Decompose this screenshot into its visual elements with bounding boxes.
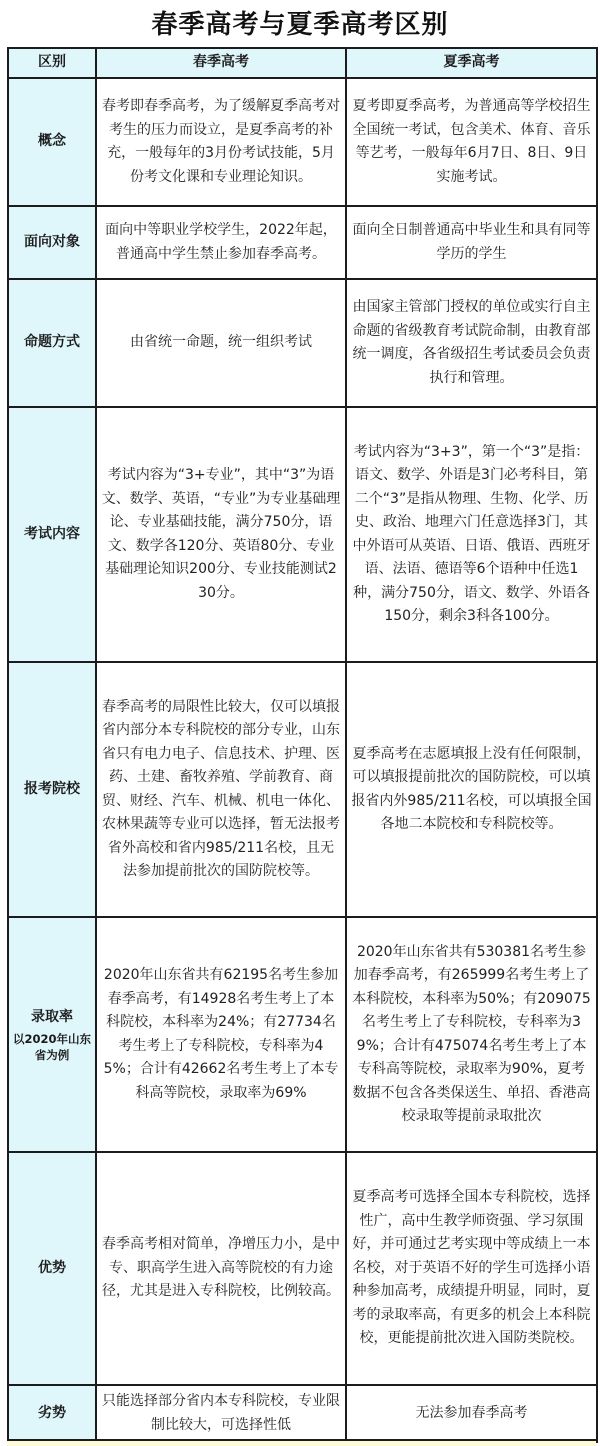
summer-cell: 夏季高考可选择全国本专科院校，选择性广，高中生教学师资强、学习氛围好，并可通过艺考实现中等成绩上一本名校，对于英语不好的学生可选择小语种参加高考，成绩提升明显，同时，夏考的录取率高，有更多的机会上本科院校，更能提前批次进入国防类院校。 xyxy=(346,1152,597,1385)
comparison-table xyxy=(7,47,598,1443)
row-label-text: 概念 xyxy=(38,133,66,150)
row-label-text: 优势 xyxy=(38,1259,66,1276)
table-row-eligible-schools xyxy=(8,662,597,917)
spring-cell: 只能选择部分省内本专科院校，专业限制比较大，可选择性低 xyxy=(96,1385,346,1442)
summer-cell: 面向全日制普通高中毕业生和具有同等学历的学生 xyxy=(346,206,597,279)
header-category: 区别 xyxy=(8,48,96,78)
row-sublabel: 以2020年山东省为例 xyxy=(13,1032,92,1063)
header-spring: 春季高考 xyxy=(96,48,346,78)
row-label xyxy=(8,407,96,662)
row-label-text: 命题方式 xyxy=(24,334,80,351)
row-label-text: 考试内容 xyxy=(24,525,80,542)
row-label-text: 劣势 xyxy=(38,1404,66,1421)
row-label-text: 录取率 xyxy=(31,1008,73,1025)
spring-cell: 考试内容为“3+专业”，其中“3”为语文、数学、英语，“专业”为专业基础理论、专业基础技能，满分750分，语文、数学各120分、英语80分、专业基础理论知识200分、专业技能测试230分。 xyxy=(96,407,346,662)
spring-cell: 春季高考的局限性比较大，仅可以填报省内部分本专科院校的部分专业，山东省只有电力电子、信息技术、护理、医药、土建、畜牧养殖、学前教育、商贸、财经、汽车、机械、机电一体化、农林果蔬等专业可以选择，暂无法报考省外高校和省内985/211名校，且无法参加提前批次的国防院校等。 xyxy=(96,662,346,917)
row-label xyxy=(8,662,96,917)
summer-cell: 由国家主管部门授权的单位或实行自主命题的省级教育考试院命制，由教育部统一调度，各省级招生考试委员会负责执行和管理。 xyxy=(346,279,597,407)
summer-cell: 夏季高考在志愿填报上没有任何限制，可以填报提前批次的国防院校，可以填报省内外985/211名校，可以填报全国各地二本院校和专科院校等。 xyxy=(346,662,597,917)
spring-cell: 春考即春季高考，为了缓解夏季高考对考生的压力而设立，是夏季高考的补充，一般每年的3月份考试技能，5月份考文化课和专业理论知识。 xyxy=(96,78,346,206)
row-label-text: 报考院校 xyxy=(24,780,80,797)
row-label xyxy=(8,78,96,206)
table-header-row xyxy=(8,48,597,78)
spring-cell: 面向中等职业学校学生，2022年起，普通高中学生禁止参加春季高考。 xyxy=(96,206,346,279)
spring-cell: 春季高考相对简单，净增压力小，是中专、职高学生进入高等院校的有力途径，尤其是进入专科院校，比例较高。 xyxy=(96,1152,346,1385)
table-row-admission-rate xyxy=(8,917,597,1152)
table-row-concept xyxy=(8,78,597,206)
table-row-exam-content xyxy=(8,407,597,662)
row-label-text: 面向对象 xyxy=(24,233,80,250)
summer-cell: 夏考即夏季高考，为普通高等学校招生全国统一考试，包含美术、体育、音乐等艺考，一般每年6月7日、8日、9日实施考试。 xyxy=(346,78,597,206)
spring-cell: 由省统一命题，统一组织考试 xyxy=(96,279,346,407)
spring-cell: 2020年山东省共有62195名考生参加春季高考，有14928名考生考上了本科院校，本科率为24%；有27734名考生考上了专科院校，专科率为45%；合计有42662名考生考上了本专科高等院校，录取率为69% xyxy=(96,917,346,1152)
table-row-question-setting xyxy=(8,279,597,407)
row-label xyxy=(8,279,96,407)
table-row-target-audience xyxy=(8,206,597,279)
summer-cell: 2020年山东省共有530381名考生参加春季高考，有265999名考生考上了本科院校，本科率为50%；有209075名考生考上了专科院校，专科率为39%；合计有475074名考生考上了本专科高等院校，录取率为90%，夏考数据不包含各类保送生、单招、香港高校录取等提前录取批次 xyxy=(346,917,597,1152)
row-label xyxy=(8,206,96,279)
row-label xyxy=(8,917,96,1152)
page-title: 春季高考与夏季高考区别 xyxy=(151,10,449,40)
table-row-advantages xyxy=(8,1152,597,1385)
header-summer: 夏季高考 xyxy=(346,48,597,78)
footer-strip xyxy=(7,1439,596,1446)
summer-cell: 无法参加春季高考 xyxy=(346,1385,597,1442)
row-label xyxy=(8,1152,96,1385)
table-row-disadvantages xyxy=(8,1385,597,1442)
row-label xyxy=(8,1385,96,1442)
summer-cell: 考试内容为“3+3”，第一个“3”是指：语文、数学、外语是3门必考科目，第二个“3”是指从物理、生物、化学、历史、政治、地理六门任意选择3门，其中外语可从英语、日语、俄语、西班牙语、法语、德语等6个语种中任选1种，满分750分，语文、数学、外语各150分，剩余3科各100分。 xyxy=(346,407,597,662)
